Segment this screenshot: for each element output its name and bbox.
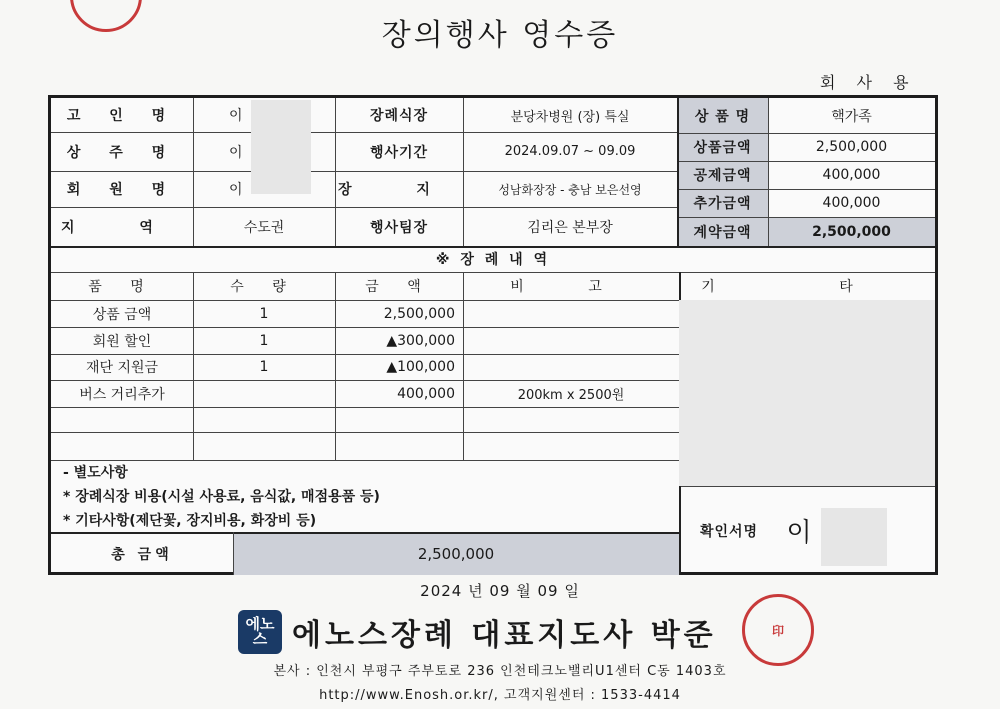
notes-line-1: * 장례식장 비용(시설 사용료, 음식값, 매점용품 등) <box>63 489 380 505</box>
notes-heading: - 별도사항 <box>63 465 128 481</box>
row-qty: 1 <box>259 305 269 322</box>
period-value: 2024.09.07 ~ 09.09 <box>504 144 636 159</box>
header-other: 기 타 <box>701 279 913 295</box>
row-amount: ▲300,000 <box>386 332 455 349</box>
deduction-label: 공제금액 <box>693 168 752 184</box>
team-leader-value: 김리은 본부장 <box>527 219 613 236</box>
row-item: 버스 거리추가 <box>79 386 165 403</box>
period-label: 행사기간 <box>369 144 429 161</box>
header-qty: 수 량 <box>230 279 298 295</box>
company-contact: http://www.Enosh.or.kr/, 고객지원센터 : 1533-4414 <box>319 688 681 703</box>
company-logo <box>238 610 282 654</box>
burial-label: 장 지 <box>338 182 460 198</box>
total-label: 총 금액 <box>111 546 173 563</box>
region-value: 수도권 <box>243 219 285 236</box>
venue-label: 장례식장 <box>369 108 429 124</box>
row-qty: 1 <box>259 332 269 349</box>
row-item: 회원 할인 <box>92 333 152 350</box>
total-value: 2,500,000 <box>417 544 495 563</box>
confirm-label: 확인서명 <box>699 523 759 540</box>
additional-label: 추가금액 <box>693 196 752 212</box>
row-qty: 1 <box>259 359 269 375</box>
region-label: 지 역 <box>61 219 183 236</box>
product-amount-label: 상품금액 <box>693 140 752 156</box>
contract-value: 2,500,000 <box>812 223 891 240</box>
contract-label: 계약금액 <box>693 224 752 241</box>
header-amount: 금 액 <box>365 279 433 295</box>
deduction-value: 400,000 <box>822 167 881 183</box>
row-note <box>463 354 679 380</box>
deceased-label: 고 인 명 <box>66 108 178 124</box>
member-label: 회 원 명 <box>66 182 178 198</box>
product-value: 핵가족 <box>831 108 872 125</box>
document-title: 장의행사 영수증 <box>381 18 619 53</box>
row-qty <box>193 380 335 407</box>
row-amount: ▲100,000 <box>386 359 455 375</box>
member-value: 이 <box>229 182 243 198</box>
receipt-table <box>48 95 938 575</box>
copy-label: 회 사 용 <box>820 73 917 92</box>
row-note <box>463 300 679 327</box>
issue-date: 2024 년 09 월 09 일 <box>420 582 580 600</box>
header-item: 품 명 <box>88 279 156 295</box>
redaction-mark <box>679 300 935 486</box>
burial-value: 성남화장장 - 충남 보은선영 <box>498 182 642 197</box>
details-section-title: ※ 장 례 내 역 <box>435 252 551 268</box>
deceased-value: 이 <box>229 108 243 124</box>
product-label: 상 품 명 <box>694 108 751 125</box>
row-amount: 400,000 <box>397 385 455 402</box>
chief-mourner-label: 상 주 명 <box>66 144 178 161</box>
row-item: 재단 지원금 <box>85 360 159 376</box>
confirm-signature: 이 <box>786 518 812 548</box>
product-amount-value: 2,500,000 <box>815 139 888 155</box>
row-item: 상품 금액 <box>92 306 152 323</box>
row-note <box>463 327 679 354</box>
notes-line-2: * 기타사항(제단꽃, 장지비용, 화장비 등) <box>63 513 317 529</box>
company-name: 에노스장례 대표지도사 박준 <box>292 618 717 653</box>
row-amount: 2,500,000 <box>383 305 455 322</box>
company-address: 본사 : 인천시 부평구 주부토로 236 인천테크노밸리U1센터 C동 1403호 <box>273 664 727 679</box>
additional-value: 400,000 <box>822 195 881 211</box>
team-leader-label: 행사팀장 <box>369 219 429 236</box>
row-note: 200km x 2500원 <box>517 388 625 403</box>
header-note: 비 고 <box>510 279 632 295</box>
chief-mourner-value: 이 <box>229 144 243 161</box>
logo-text: 에노스 <box>245 615 275 648</box>
redaction-mark <box>821 508 887 566</box>
company-seal: 印 <box>742 594 814 666</box>
venue-value: 분당차병원 (장) 특실 <box>510 109 630 125</box>
